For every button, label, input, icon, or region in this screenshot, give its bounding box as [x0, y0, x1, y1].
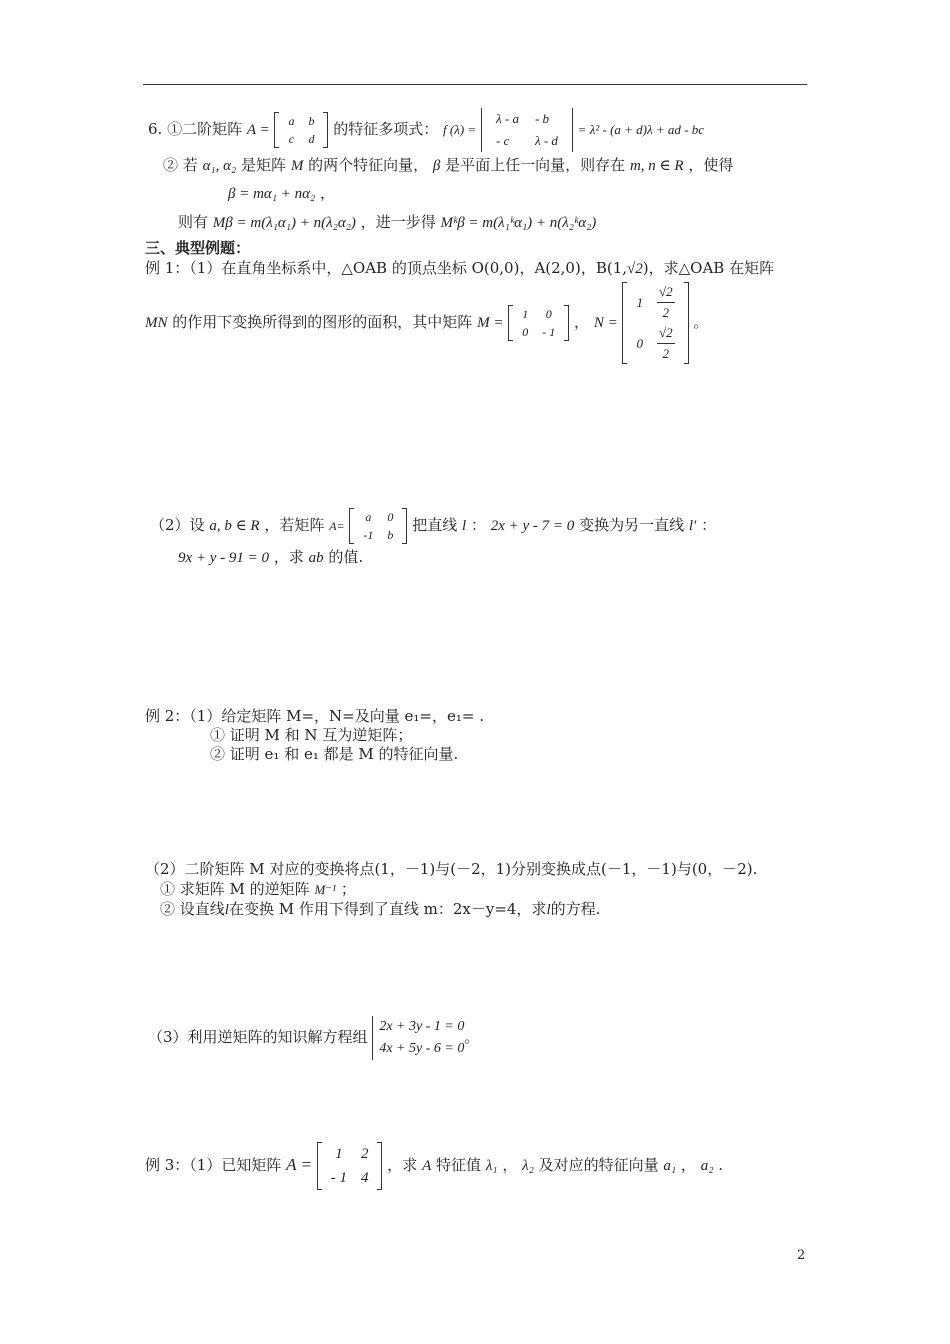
math: l: [461, 518, 467, 534]
item6-line1: [148, 108, 704, 152]
ex2-q2-line3: [160, 899, 600, 920]
math: α₁, α₂: [202, 158, 237, 174]
math: a₂: [700, 1158, 714, 1174]
math: ab: [308, 550, 324, 566]
text: 则有: [178, 213, 209, 231]
text: ① 求矩阵 M 的逆矩阵: [160, 880, 310, 898]
page-number: 2: [797, 1248, 806, 1263]
determinant: λ - a - b - c λ - d: [481, 108, 573, 152]
section-heading: 三、典型例题：: [145, 239, 251, 257]
math: Mᵏβ = m(λ₁ᵏα₁) + n(λ₂ᵏα₂): [440, 215, 597, 231]
text: ，进一步得: [360, 213, 436, 231]
math: l′: [688, 518, 697, 534]
math: λ₂: [522, 1158, 534, 1174]
text: （2）设: [150, 516, 205, 534]
text: 的作用下变换所得到的图形的面积，其中矩阵: [172, 313, 473, 331]
ex1-line2: [145, 282, 708, 364]
text: 的方程.: [550, 900, 601, 918]
math: m, n ∈ R: [629, 158, 684, 174]
item-number: 6.: [148, 120, 163, 138]
ex1-line1: [145, 258, 774, 279]
math: l: [546, 902, 551, 918]
text: 是矩阵: [241, 156, 287, 174]
text: ；: [340, 880, 356, 898]
text: 。: [693, 313, 709, 331]
math: A =: [286, 1155, 312, 1174]
text: ，使得: [688, 156, 734, 174]
ex1-q2-line1: [150, 508, 716, 544]
ex3-line1: [145, 1142, 723, 1190]
text: 是平面上任一向量，则存在: [445, 156, 626, 174]
text: 变换为另一直线: [579, 516, 685, 534]
math: M =: [477, 315, 504, 331]
ex2-q3: [148, 1016, 479, 1060]
text: 例 1：（1）在直角坐标系中，△OAB 的顶点坐标 O(0,0)，A(2,0)，B(1,: [145, 259, 628, 277]
text: 及对应的特征向量: [538, 1156, 659, 1174]
text: ：: [470, 516, 486, 534]
text: ，: [502, 1156, 518, 1174]
math: 2x + y - 7 = 0: [490, 518, 575, 534]
ex2-line1: 例 2：（1）给定矩阵 M=，N=及向量 e₁=，e₁= .: [145, 707, 484, 725]
matrix-A3: 1 2 - 1 4: [317, 1142, 383, 1190]
item6-line3: [228, 183, 335, 204]
math: M⁻¹: [314, 882, 337, 897]
ex2-q2-line1: （2）二阶矩阵 M 对应的变换将点(1，－1)与(－2，1)分别变换成点(－1，－1)与(0，－2).: [145, 860, 758, 878]
math: l: [224, 902, 229, 918]
text: .: [718, 1156, 723, 1174]
text: 把直线: [412, 516, 458, 534]
math: N =: [593, 315, 618, 331]
text: ①二阶矩阵: [167, 120, 243, 138]
math: Mβ = m(λ₁α₁) + n(λ₂α₂): [212, 215, 356, 231]
math: β: [432, 158, 441, 174]
matrix-N: 1 $\frac{√2}{2}$ 0 $\frac{√2}{2}$: [622, 282, 688, 364]
math: a₁: [663, 1158, 677, 1174]
item6-line4: [178, 212, 596, 233]
math: f (λ) =: [443, 122, 477, 137]
math: MN: [145, 315, 168, 331]
text: 的两个特征向量，: [308, 156, 429, 174]
text: ，求: [273, 548, 304, 566]
text: 的特征多项式：: [333, 120, 439, 138]
ex2-line2: ① 证明 M 和 N 互为逆矩阵；: [210, 726, 413, 744]
matrix-A2: a 0 -1 b: [349, 508, 407, 544]
math: A: [422, 1158, 432, 1174]
text: ，: [574, 313, 590, 331]
text: （3）利用逆矩阵的知识解方程组: [148, 1028, 368, 1046]
text: 特征值: [436, 1156, 482, 1174]
text: 在变换 M 作用下得到了直线 m：2x－y=4，求: [228, 900, 547, 918]
text: 的值.: [328, 548, 364, 566]
math: a, b ∈ R: [209, 518, 260, 534]
math: λ₁: [485, 1158, 498, 1174]
equation-system: 2x + 3y - 1 = 0 4x + 5y - 6 = 0: [372, 1016, 464, 1060]
text: 例 3：（1）已知矩阵: [145, 1156, 282, 1174]
text: ② 设直线: [160, 900, 225, 918]
item6-line2: [163, 155, 733, 176]
text: ，: [320, 184, 336, 202]
math: β = mα₁ + nα₂: [228, 186, 316, 202]
text: )，求△OAB 在矩阵: [642, 259, 775, 277]
text: ② 若: [163, 156, 198, 174]
text: ，: [680, 1156, 696, 1174]
matrix-M: 1 0 0 - 1: [508, 305, 569, 341]
math: = λ² - (a + d)λ + ad - bc: [577, 122, 705, 137]
ex2-line3: ② 证明 e₁ 和 e₁ 都是 M 的特征向量.: [210, 745, 459, 763]
header-rule: [143, 84, 807, 85]
math: A =: [246, 122, 270, 138]
matrix-A: a b c d: [274, 112, 328, 148]
math: 9x + y - 91 = 0: [178, 550, 270, 566]
text: ，求: [387, 1156, 418, 1174]
math: M: [290, 158, 304, 174]
text: ，若矩阵: [264, 516, 325, 534]
text: ：: [701, 516, 717, 534]
ex2-q2-line2: [160, 879, 356, 900]
math: A=: [329, 519, 345, 533]
math: √2: [627, 261, 643, 277]
ex1-q2-line2: [178, 547, 363, 568]
text: 。: [464, 1028, 480, 1046]
